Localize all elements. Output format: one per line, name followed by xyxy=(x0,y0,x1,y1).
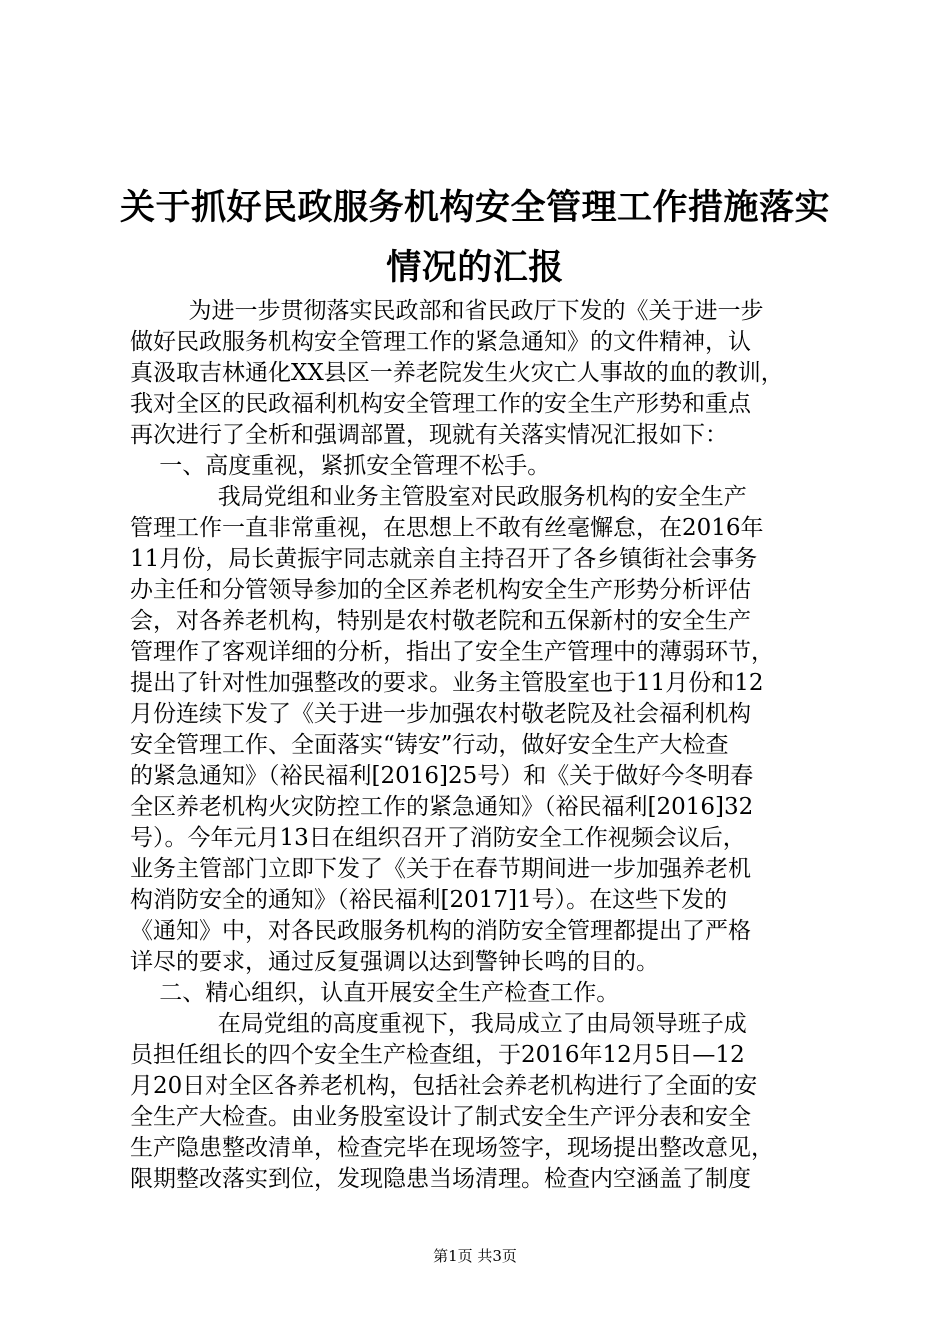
body-text-line: 号）。今年元月13日在组织召开了消防安全工作视频会议后， xyxy=(130,825,746,851)
body-text-line: 的紧急通知》（裕民福利[2016]25号）和《关于做好今冬明春 xyxy=(130,763,754,789)
document-title-line-1: 关于抓好民政服务机构安全管理工作措施落实 xyxy=(119,187,830,228)
body-text-line: 月20日对全区各养老机构，包括社会养老机构进行了全面的安 xyxy=(130,1073,758,1099)
body-text-line: 办主任和分管领导参加的全区养老机构安全生产形势分析评估 xyxy=(130,577,751,603)
body-text-line: 二、精心组织，认直开展安全生产检查工作。 xyxy=(130,980,620,1006)
body-text-line: 在局党组的高度重视下，我局成立了由局领导班子成 xyxy=(130,1011,747,1037)
body-text-line: 会，对各养老机构，特别是农村敬老院和五保新村的安全生产 xyxy=(130,608,751,634)
body-text-line: 构消防安全的通知》（裕民福利[2017]1号）。在这些下发的 xyxy=(130,887,728,913)
body-text-line: 为进一步贯彻落实民政部和省民政厅下发的《关于进一步 xyxy=(130,298,764,324)
body-text-line: 11月份，局长黄振宇同志就亲自主持召开了各乡镇街社会事务 xyxy=(130,546,758,572)
body-text-line: 提出了针对性加强整改的要求。业务主管股室也于11月份和12 xyxy=(130,670,764,696)
body-text-line: 业务主管部门立即下发了《关于在春节期间进一步加强养老机 xyxy=(130,856,751,882)
body-text-line: 限期整改落实到位，发现隐患当场清理。检查内空涵盖了制度 xyxy=(130,1166,751,1192)
document-body xyxy=(130,296,830,1195)
body-text-line: 管理作了客观详细的分析，指出了安全生产管理中的薄弱环节， xyxy=(130,639,774,665)
body-text-line: 我局党组和业务主管股室对民政服务机构的安全生产 xyxy=(130,484,747,510)
body-text-line: 我对全区的民政福利机构安全管理工作的安全生产形势和重点 xyxy=(130,391,751,417)
body-text-line: 员担任组长的四个安全生产检查组，于2016年12月5日—12 xyxy=(130,1042,745,1068)
body-text-line: 再次进行了全析和强调部置，现就有关落实情况汇报如下： xyxy=(130,422,728,448)
body-text-line: 管理工作一直非常重视，在思想上不敢有丝毫懈怠，在2016年 xyxy=(130,515,764,541)
body-text-line: 生产隐患整改清单，检查完毕在现场签字，现场提出整改意见， xyxy=(130,1135,774,1161)
body-text-line: 全生产大检查。由业务股室设计了制式安全生产评分表和安全 xyxy=(130,1104,751,1130)
body-text-line: 《通知》中，对各民政服务机构的消防安全管理都提出了严格 xyxy=(130,918,751,944)
body-text-line: 全区养老机构火灾防控工作的紧急通知》（裕民福利[2016]32 xyxy=(130,794,754,820)
body-text-line: 真汲取吉林通化XX县区一养老院发生火灾亡人事故的血的教训， xyxy=(130,360,784,386)
body-text-line: 安全管理工作、全面落实“铸安”行动，做好安全生产大检查 xyxy=(130,732,729,758)
body-text-line: 月份连续下发了《关于进一步加强农村敬老院及社会福利机构 xyxy=(130,701,751,727)
body-text-line: 做好民政服务机构安全管理工作的紧急通知》的文件精神，认 xyxy=(130,329,751,355)
page-footer: 第1页 共3页 xyxy=(433,1247,517,1265)
body-text-line: 一、高度重视，紧抓安全管理不松手。 xyxy=(130,453,551,479)
body-text-line: 详尽的要求，通过反复强调以达到警钟长鸣的目的。 xyxy=(130,949,659,975)
document-title-line-2: 情况的汇报 xyxy=(386,247,564,288)
